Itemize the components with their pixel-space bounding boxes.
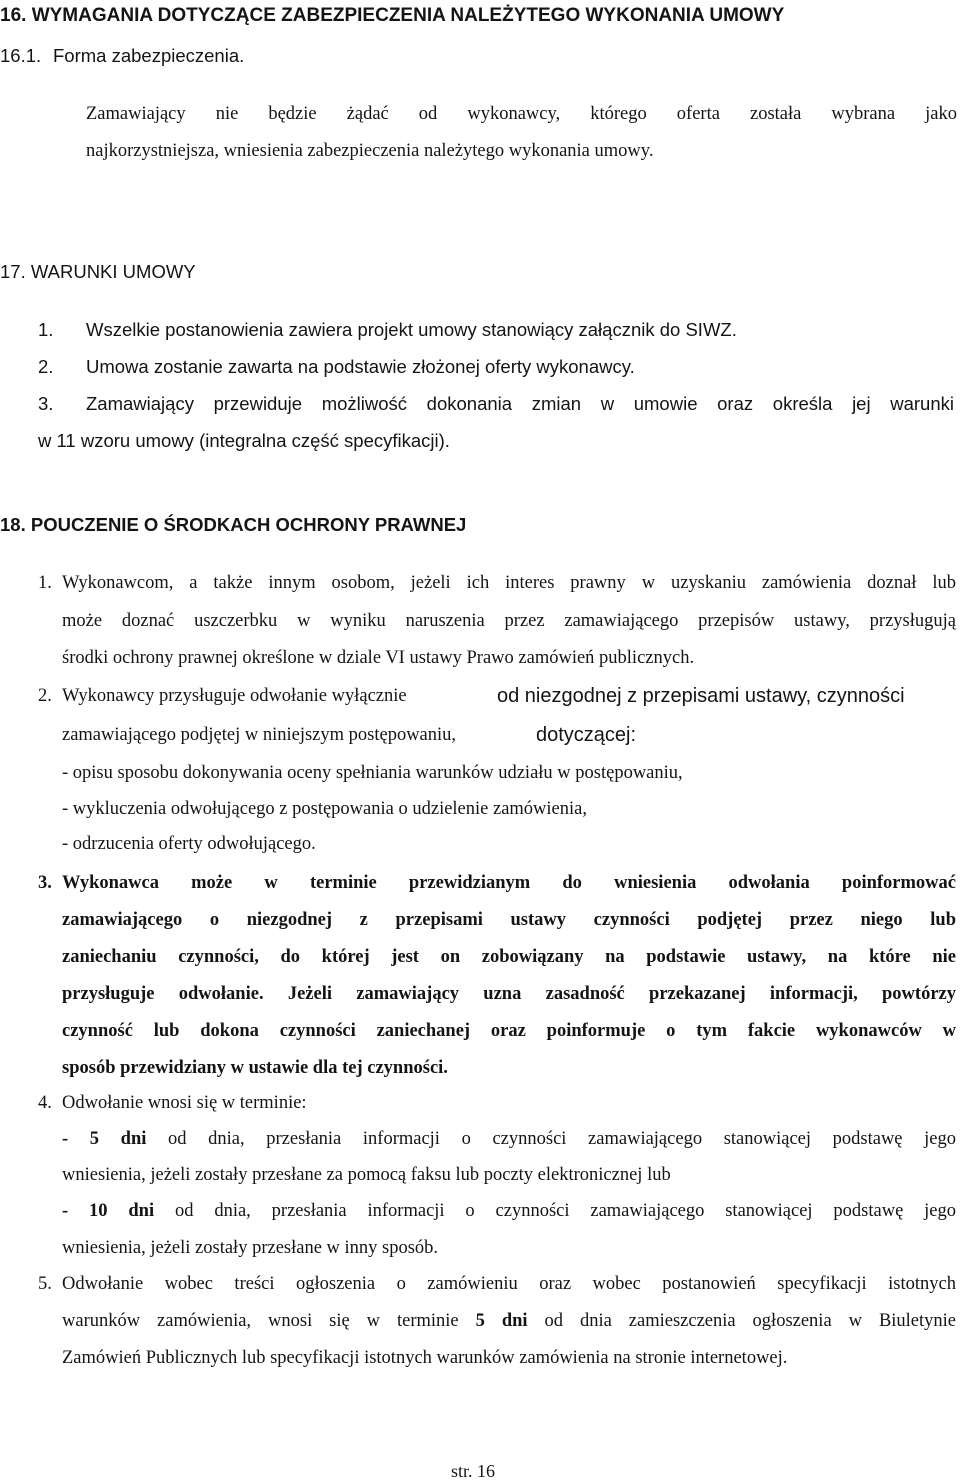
section-16-1-number: 16.1.	[0, 45, 42, 66]
section-18-item-5-line-2	[62, 1310, 956, 1332]
section-16-1-title: Forma zabezpieczenia.	[53, 45, 245, 66]
section-18-item-1-line-1-text	[62, 572, 956, 594]
section-18-item-3-line-6: sposób przewidziany w ustawie dla tej czynności.	[62, 1058, 448, 1078]
section-18-item-5-line-2-justified	[62, 1310, 956, 1332]
section-18-item-4-a-line-1-justified	[62, 1128, 956, 1150]
section-18-header: 18. POUCZENIE O ŚRODKACH OCHRONY PRAWNEJ	[0, 514, 467, 535]
section-17-item-1-number: 1.	[38, 319, 54, 340]
section-18-item-5-line-1-justified: Odwołanie wobec treści ogłoszenia o zamówieniu oraz wobec postanowień specyfikacji istotnych	[62, 1274, 956, 1294]
section-17-item-3-line-2: w 11 wzoru umowy (integralna część specyfikacji).	[38, 430, 450, 451]
section-18-item-5-line-1-text	[62, 1273, 956, 1295]
section-18-item-5-line-3: Zamówień Publicznych lub specyfikacji istotnych warunków zamówienia na stronie internetowej.	[62, 1348, 788, 1368]
item-5-line-2b: od dnia zamieszczenia ogłoszenia w Biuletynie	[544, 1311, 957, 1331]
section-18-item-2-line-1a: Wykonawcy przysługuje odwołanie wyłącznie	[62, 686, 407, 706]
section-16-header: 16. WYMAGANIA DOTYCZĄCE ZABEZPIECZENIA NALEŻYTEGO WYKONANIA UMOWY	[0, 5, 785, 26]
item-5-line-2a: warunków zamówienia, wnosi się w terminie	[62, 1311, 459, 1331]
section-17-header: 17. WARUNKI UMOWY	[0, 261, 196, 282]
section-18-item-4-b-line-2: wniesienia, jeżeli zostały przesłane w inny sposób.	[62, 1238, 439, 1258]
item-4-a-rest: od dnia, przesłania informacji o czynności zamawiającego stanowiącej podstawę jego	[146, 1129, 957, 1149]
section-18-item-1-line-2-justified: może doznać uszczerbku w wyniku naruszenia przez zamawiającego przepisów ustawy, przysługują	[62, 611, 956, 631]
section-18-item-2-line-2a: zamawiającego podjętej w niniejszym postępowaniu,	[62, 725, 457, 745]
item-5-days: 5 dni	[475, 1311, 528, 1331]
section-18-item-4-intro-text: Odwołanie wnosi się w terminie:	[62, 1093, 307, 1113]
section-18-item-3-line-5	[62, 1020, 956, 1042]
section-18-item-3-line-3-justified: zaniechaniu czynności, do której jest on zobowiązany na podstawie ustawy, na które nie	[62, 947, 956, 967]
section-17-item-3-text	[86, 393, 954, 415]
section-18-item-3-line-2-justified: zamawiającego o niezgodnej z przepisami ustawy czynności podjętej przez niego lub	[62, 910, 956, 930]
page-number: str. 16	[451, 1461, 496, 1481]
section-18-item-2-bullet-1: - opisu sposobu dokonywania oceny spełniania warunków udziału w postępowaniu,	[62, 763, 683, 783]
section-18-item-1-line-2	[62, 610, 956, 632]
section-16-paragraph-line-1	[86, 103, 957, 125]
section-18-item-3-line-5-justified: czynność lub dokona czynności zaniechanej oraz poinformuje o tym fakcie wykonawców w	[62, 1021, 956, 1041]
section-18-item-2-number: 2.	[38, 686, 52, 706]
section-18-item-3-line-2	[62, 909, 956, 931]
section-18-item-1-number: 1.	[38, 573, 52, 593]
section-18-item-4-number: 4.	[38, 1093, 52, 1113]
section-17-item-2-number: 2.	[38, 356, 54, 377]
section-18-item-1-line-1-justified: Wykonawcom, a także innym osobom, jeżeli ich interes prawny w uzyskaniu zamówienia doznał lub	[62, 573, 956, 593]
section-18-item-3-line-1-justified: Wykonawca może w terminie przewidzianym do wniesienia odwołania poinformować	[62, 873, 956, 893]
section-18-item-2-line-1b: od niezgodnej z przepisami ustawy, czynności	[497, 685, 905, 707]
item-4-b-rest: od dnia, przesłania informacji o czynności zamawiającego stanowiącej podstawę jego	[154, 1201, 956, 1221]
section-16-paragraph-line-1-text: Zamawiający nie będzie żądać od wykonawcy, którego oferta została wybrana jako	[86, 104, 957, 124]
section-17-item-3-text-justified: Zamawiający przewiduje możliwość dokonania zmian w umowie oraz określa jej warunki	[86, 393, 954, 414]
section-18-item-3-line-3	[62, 946, 956, 968]
section-18-item-2-bullet-2: - wykluczenia odwołującego z postępowania o udzielenie zamówienia,	[62, 799, 587, 819]
section-18-item-2-line-2b: dotyczącej:	[536, 724, 637, 746]
item-4-b-days: 10 dni	[89, 1201, 155, 1221]
item-4-b-dash: -	[62, 1201, 90, 1221]
section-18-item-2-bullet-3: - odrzucenia oferty odwołującego.	[62, 834, 316, 854]
section-18-item-4-b-line-1-justified	[62, 1200, 956, 1222]
section-18-item-3-line-4	[62, 983, 956, 1005]
section-18-item-4-a-line-1	[62, 1128, 956, 1150]
item-4-a-dash: -	[62, 1129, 90, 1149]
section-18-item-1-line-3: środki ochrony prawnej określone w dziale VI ustawy Prawo zamówień publicznych.	[62, 648, 695, 668]
section-17-item-2-text: Umowa zostanie zawarta na podstawie złożonej oferty wykonawcy.	[86, 356, 635, 377]
section-18-item-5-number: 5.	[38, 1274, 52, 1294]
item-4-a-days: 5 dni	[89, 1129, 147, 1149]
section-18-item-4-a-line-2: wniesienia, jeżeli zostały przesłane za pomocą faksu lub poczty elektronicznej lub	[62, 1165, 671, 1185]
section-17-item-3-number: 3.	[38, 393, 54, 414]
section-17-item-1-text: Wszelkie postanowienia zawiera projekt umowy stanowiący załącznik do SIWZ.	[86, 319, 737, 340]
section-18-item-3-line-1-text	[62, 872, 956, 894]
section-18-item-4-b-line-1	[62, 1200, 956, 1222]
section-18-item-3-number: 3.	[38, 873, 52, 893]
section-16-paragraph-line-2: najkorzystniejsza, wniesienia zabezpieczenia należytego wykonania umowy.	[86, 141, 654, 161]
section-18-item-3-line-4-justified: przysługuje odwołanie. Jeżeli zamawiający uzna zasadność przekazanej informacji, powtórzy	[62, 984, 956, 1004]
